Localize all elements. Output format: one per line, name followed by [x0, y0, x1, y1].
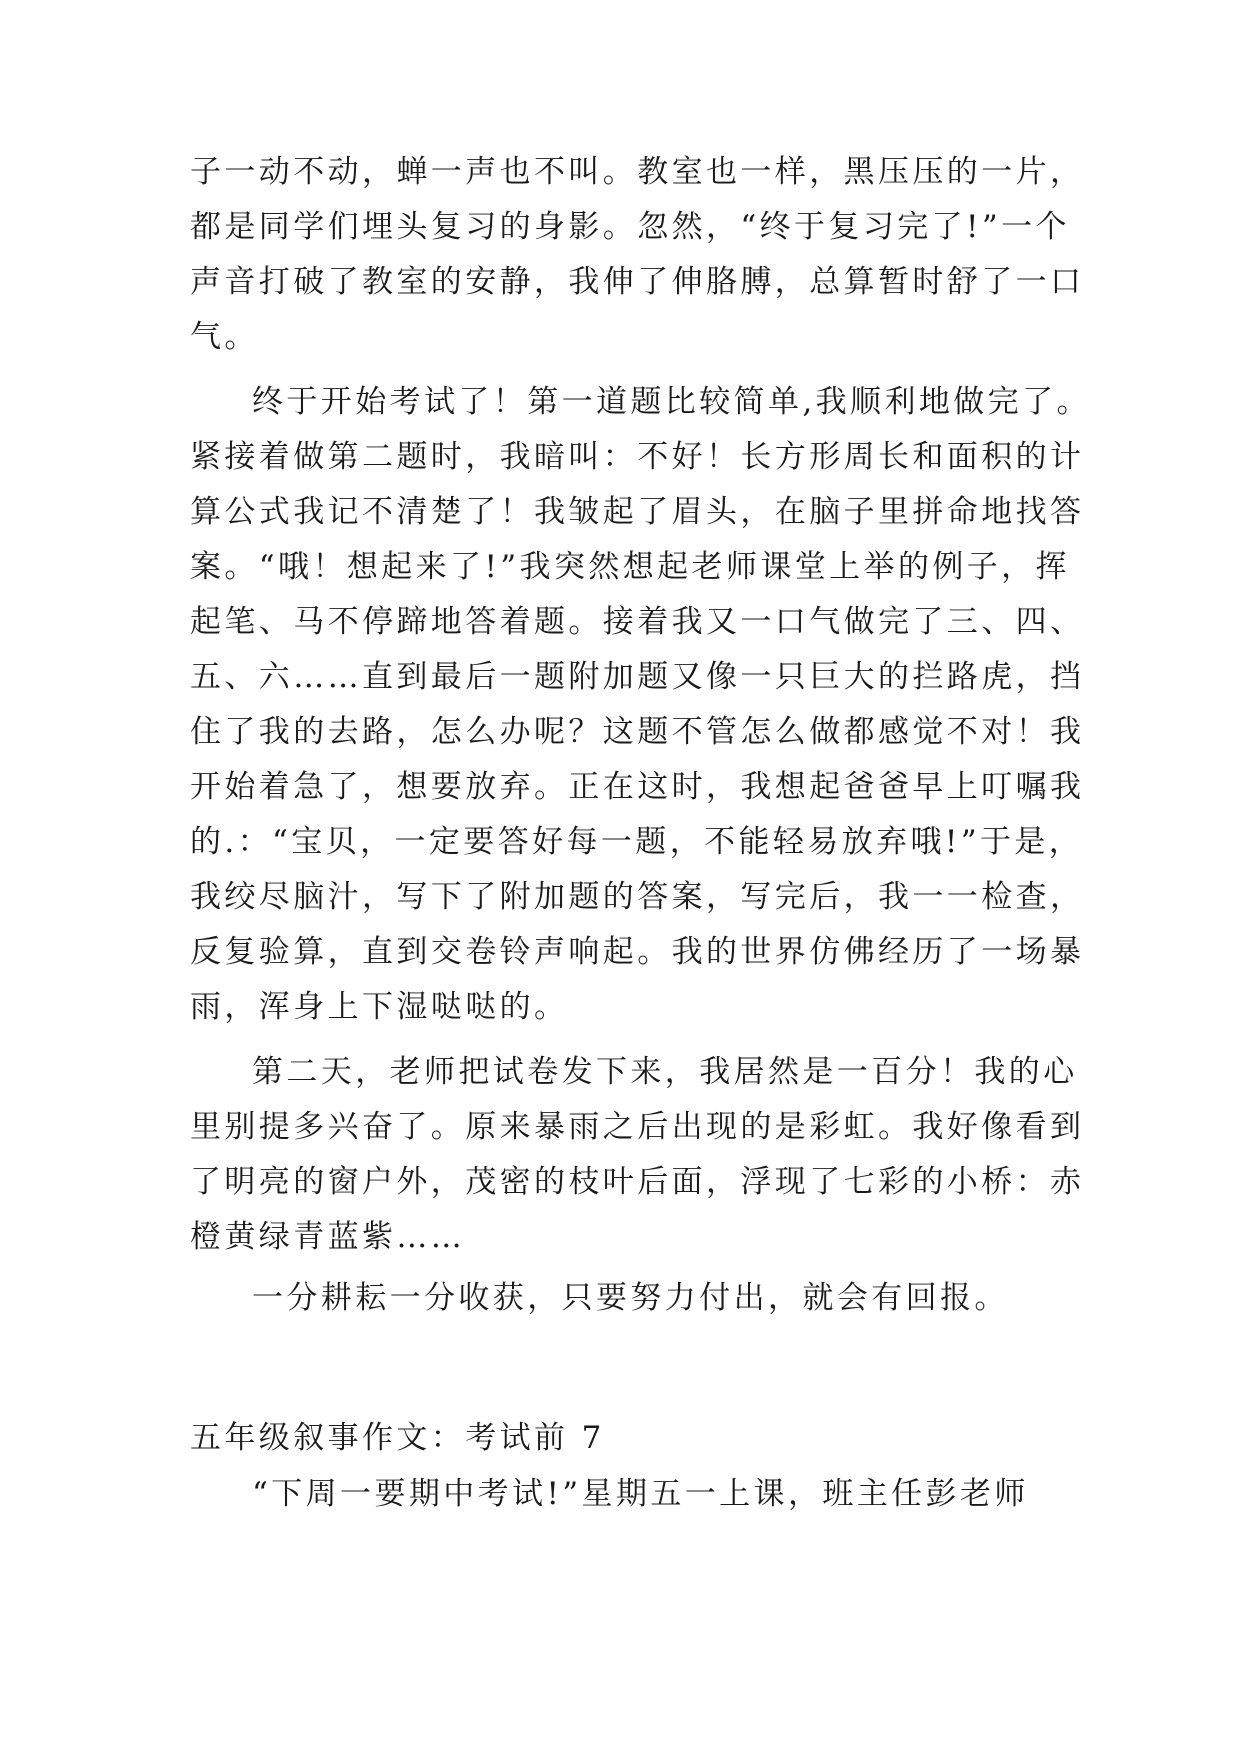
body-text-line: 算公式我记不清楚了！我皱起了眉头，在脑子里拼命地找答: [190, 494, 1085, 530]
body-text-line: 起笔、马不停蹄地答着题。接着我又一口气做完了三、四、: [190, 604, 1085, 640]
body-text-line: 都是同学们埋头复习的身影。忽然，“终于复习完了!”一个: [190, 209, 1070, 245]
paragraph-first-line: “下周一要期中考试!”星期五一上课，班主任彭老师: [252, 1476, 1029, 1512]
body-text-line: 开始着急了，想要放弃。正在这时，我想起爸爸早上叮嘱我: [190, 769, 1085, 805]
body-text-line: 案。“哦！想起来了!”我突然想起老师课堂上举的例子，挥: [190, 549, 1070, 585]
paragraph-first-line: 一分耕耘一分收获，只要努力付出，就会有回报。: [252, 1280, 1009, 1316]
body-text-line: 我绞尽脑汁，写下了附加题的答案，写完后，我一一检查，: [190, 879, 1085, 915]
body-text-line: 反复验算，直到交卷铃声响起。我的世界仿佛经历了一场暴: [190, 934, 1085, 970]
paragraph-first-line: 终于开始考试了！第一道题比较简单,我顺利地做完了。: [252, 384, 1091, 420]
body-text-line: 住了我的去路，怎么办呢？这题不管怎么做都感觉不对！我: [190, 714, 1085, 750]
body-text-line: 橙黄绿青蓝紫……: [190, 1219, 466, 1255]
body-text-line: 五、六……直到最后一题附加题又像一只巨大的拦路虎，挡: [190, 659, 1085, 695]
body-text-line: 了明亮的窗户外，茂密的枝叶后面，浮现了七彩的小桥：赤: [190, 1164, 1085, 1200]
body-text-line: 紧接着做第二题时，我暗叫：不好！长方形周长和面积的计: [190, 439, 1085, 475]
body-text-line: 声音打破了教室的安静，我伸了伸胳膊，总算暂时舒了一口: [190, 264, 1085, 300]
body-text-line: 雨，浑身上下湿哒哒的。: [190, 989, 569, 1025]
body-text-line: 气。: [190, 319, 259, 355]
paragraph-first-line: 第二天，老师把试卷发下来，我居然是一百分！我的心: [252, 1054, 1078, 1090]
section-title: 五年级叙事作文：考试前 7: [190, 1420, 605, 1456]
body-text-line: 里别提多兴奋了。原来暴雨之后出现的是彩虹。我好像看到: [190, 1109, 1085, 1145]
body-text-line: 子一动不动，蝉一声也不叫。教室也一样，黑压压的一片，: [190, 154, 1085, 190]
body-text-line: 的.：“宝贝，一定要答好每一题，不能轻易放弃哦!”于是，: [190, 824, 1084, 860]
